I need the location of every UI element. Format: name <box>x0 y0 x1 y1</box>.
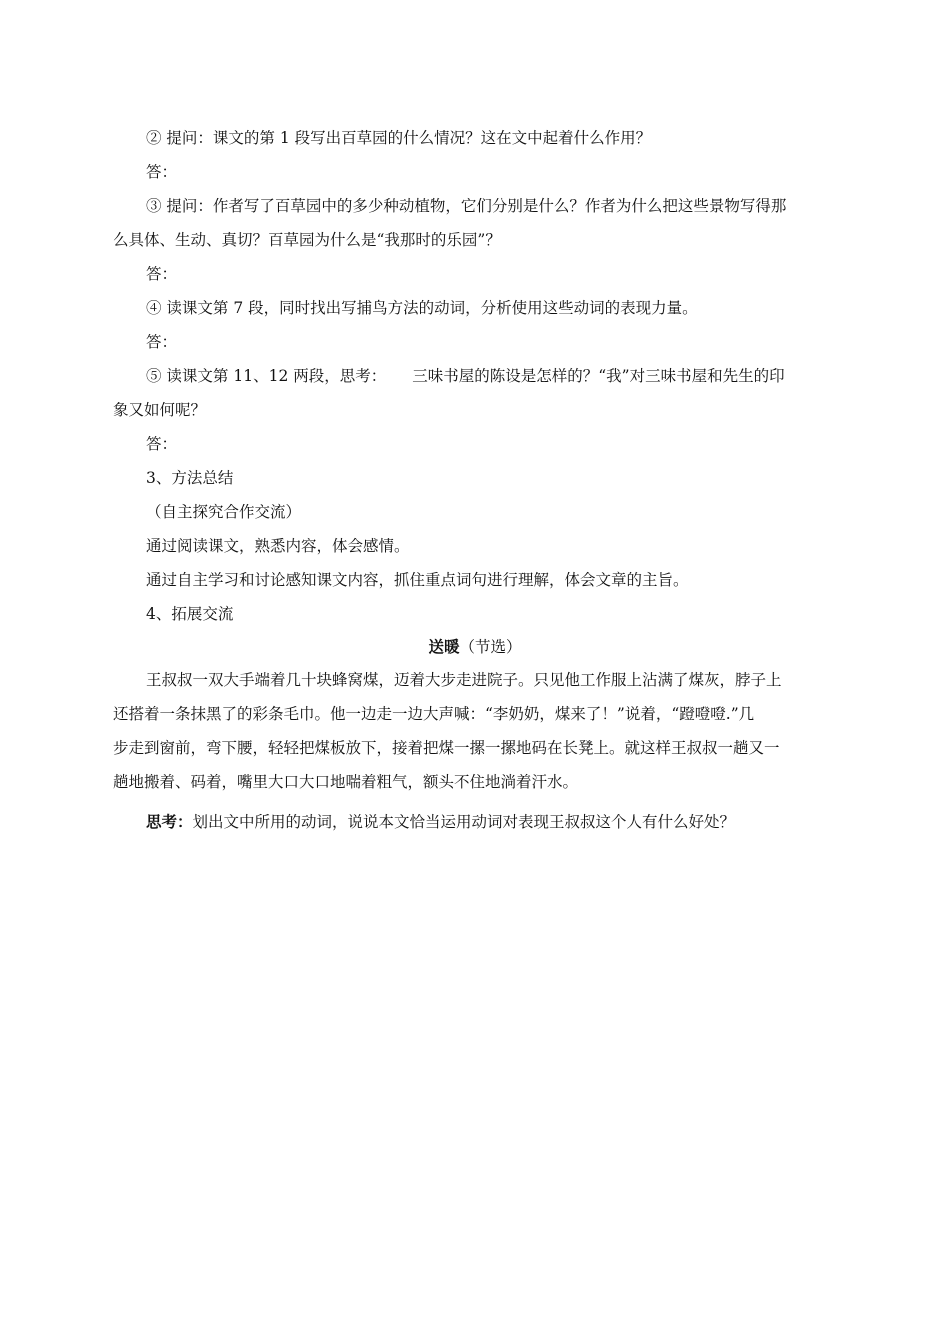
passage-line-2: 还搭着一条抹黑了的彩条毛巾。他一边走一边大声喊：“李奶奶，煤来了！”说着，“蹬噔噔.”几 <box>113 705 755 723</box>
question-4: ④ 读课文第 7 段，同时找出写捕鸟方法的动词，分析使用这些动词的表现力量。 <box>146 299 698 317</box>
question-5-prefix: ⑤ 读课文第 11、12 两段，思考： <box>146 367 387 385</box>
passage-line-3: 步走到窗前，弯下腰，轻轻把煤板放下，接着把煤一摞一摞地码在长凳上。就这样王叔叔一趟又一 <box>113 739 780 757</box>
section-4-heading: 4、拓展交流 <box>146 605 234 623</box>
think-label: 思考： <box>146 813 193 831</box>
section-3-heading: 3、方法总结 <box>146 469 234 487</box>
answer-4: 答： <box>146 333 178 351</box>
passage-title-note: （节选） <box>459 638 522 656</box>
question-5-suffix: 三味书屋的陈设是怎样的？“我”对三味书屋和先生的印 <box>412 367 785 385</box>
passage-line-1: 王叔叔一双大手端着几十块蜂窝煤，迈着大步走进院子。只见他工作服上沾满了煤灰，脖子上 <box>146 671 782 689</box>
passage-title <box>0 637 950 657</box>
section-3-subheading: （自主探究合作交流） <box>146 503 302 521</box>
question-5-line-2: 象又如何呢？ <box>113 401 207 419</box>
think-text: 划出文中所用的动词，说说本文恰当运用动词对表现王叔叔这个人有什么好处？ <box>192 813 736 831</box>
question-3-line-2: 么具体、生动、真切？百草园为什么是“我那时的乐园”？ <box>113 231 501 249</box>
answer-3: 答： <box>146 265 178 283</box>
question-3-line-1: ③ 提问：作者写了百草园中的多少种动植物，它们分别是什么？作者为什么把这些景物写得那 <box>146 197 787 215</box>
answer-2: 答： <box>146 163 178 181</box>
think-prompt <box>146 812 735 832</box>
question-5-line-1 <box>146 366 785 386</box>
question-2: ② 提问：课文的第 1 段写出百草园的什么情况？这在文中起着什么作用？ <box>146 129 652 147</box>
section-3-paragraph-1: 通过阅读课文，熟悉内容，体会感情。 <box>146 537 410 555</box>
passage-line-4: 趟地搬着、码着，嘴里大口大口地喘着粗气，额头不住地淌着汗水。 <box>113 773 579 791</box>
section-3-paragraph-2: 通过自主学习和讨论感知课文内容，抓住重点词句进行理解，体会文章的主旨。 <box>146 571 689 589</box>
answer-5: 答： <box>146 435 178 453</box>
passage-title-main: 送暖 <box>428 638 460 656</box>
